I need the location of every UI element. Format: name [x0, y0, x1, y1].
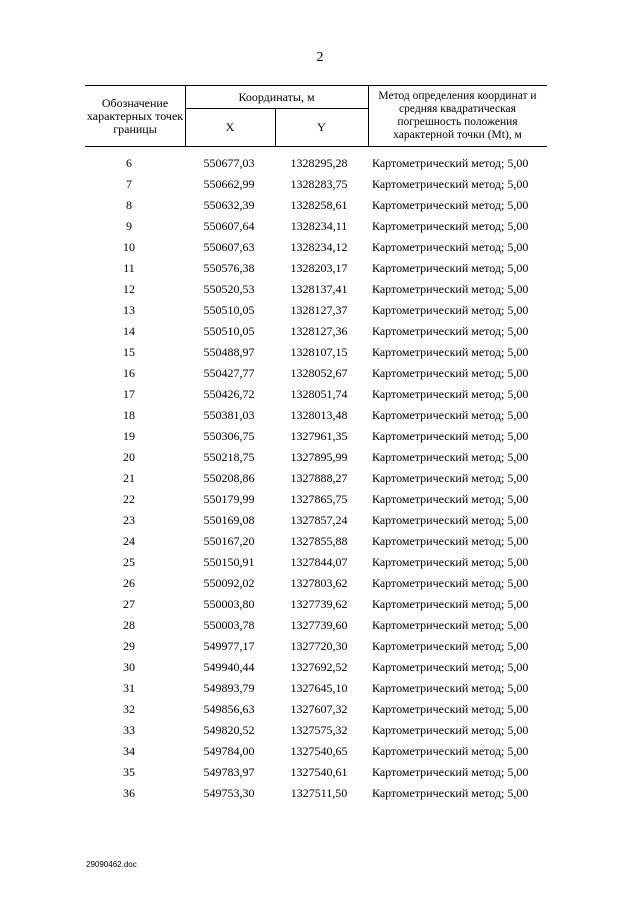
point-number: 17: [123, 387, 135, 401]
y-coordinate: 1327739,62: [290, 597, 348, 611]
point-number: 14: [123, 324, 135, 338]
coordinates-table: [85, 85, 547, 804]
y-coordinate: 1327865,75: [290, 492, 348, 506]
y-coordinate: 1328203,17: [290, 261, 348, 275]
point-number: 6: [126, 156, 132, 170]
header-x-label: X: [225, 119, 235, 134]
y-coordinate: 1328295,28: [290, 156, 348, 170]
x-coordinate: 549856,63: [203, 702, 255, 716]
table-row: [85, 552, 547, 573]
method-text: Картометрический метод; 5,00: [372, 450, 529, 464]
method-text: Картометрический метод; 5,00: [372, 156, 529, 170]
table-row: [85, 258, 547, 279]
point-number: 8: [126, 198, 132, 212]
x-coordinate: 550208,86: [203, 471, 255, 485]
table-row: [85, 615, 547, 636]
y-coordinate: 1327575,32: [290, 723, 348, 737]
point-number: 32: [123, 702, 135, 716]
point-number: 13: [123, 303, 135, 317]
point-number: 18: [123, 408, 135, 422]
y-coordinate: 1327692,52: [290, 660, 348, 674]
x-coordinate: 549977,17: [203, 639, 255, 653]
table-row: [85, 363, 547, 384]
x-coordinate: 549940,44: [203, 660, 255, 674]
x-coordinate: 550003,80: [203, 597, 255, 611]
x-coordinate: 549820,52: [203, 723, 255, 737]
method-text: Картометрический метод; 5,00: [372, 198, 529, 212]
table-header: [85, 85, 547, 147]
point-number: 30: [123, 660, 135, 674]
y-coordinate: 1327961,35: [290, 429, 348, 443]
y-coordinate: 1327739,60: [290, 618, 348, 632]
x-coordinate: 550150,91: [203, 555, 255, 569]
header-point-label: Обозначение характерных точек границы: [86, 95, 184, 136]
x-coordinate: 549784,00: [203, 744, 255, 758]
x-coordinate: 549893,79: [203, 681, 255, 695]
method-text: Картометрический метод; 5,00: [372, 513, 529, 527]
y-coordinate: 1328127,36: [290, 324, 348, 338]
header-method-label: Метод определения координат и средняя квадратическая погрешность положения характерной точки (Mt), м: [378, 90, 537, 141]
x-coordinate: 550381,03: [203, 408, 255, 422]
x-coordinate: 550179,99: [203, 492, 255, 506]
y-coordinate: 1327888,27: [290, 471, 348, 485]
table-body: [85, 153, 547, 804]
table-row: [85, 405, 547, 426]
x-coordinate: 550427,77: [203, 366, 255, 380]
header-coords-label: Координаты, м: [238, 89, 315, 104]
point-number: 29: [123, 639, 135, 653]
x-coordinate: 550169,08: [203, 513, 255, 527]
method-text: Картометрический метод; 5,00: [372, 555, 529, 569]
x-coordinate: 550167,20: [203, 534, 255, 548]
x-coordinate: 550306,75: [203, 429, 255, 443]
table-row: [85, 699, 547, 720]
y-coordinate: 1327844,07: [290, 555, 348, 569]
method-text: Картометрический метод; 5,00: [372, 765, 529, 779]
table-row: [85, 342, 547, 363]
x-coordinate: 550488,97: [203, 345, 255, 359]
method-text: Картометрический метод; 5,00: [372, 660, 529, 674]
y-coordinate: 1328137,41: [290, 282, 348, 296]
point-number: 20: [123, 450, 135, 464]
point-number: 26: [123, 576, 135, 590]
table-row: [85, 783, 547, 804]
point-number: 22: [123, 492, 135, 506]
method-text: Картометрический метод; 5,00: [372, 681, 529, 695]
point-number: 11: [123, 261, 135, 275]
y-coordinate: 1327645,10: [290, 681, 348, 695]
footer-filename: 29090462.doc: [86, 860, 137, 869]
table-row: [85, 216, 547, 237]
method-text: Картометрический метод; 5,00: [372, 534, 529, 548]
y-coordinate: 1328234,11: [290, 219, 348, 233]
table-row: [85, 762, 547, 783]
y-coordinate: 1328107,15: [290, 345, 348, 359]
point-number: 24: [123, 534, 135, 548]
method-text: Картометрический метод; 5,00: [372, 702, 529, 716]
x-coordinate: 550510,05: [203, 324, 255, 338]
table-row: [85, 426, 547, 447]
method-text: Картометрический метод; 5,00: [372, 429, 529, 443]
point-number: 12: [123, 282, 135, 296]
method-text: Картометрический метод; 5,00: [372, 576, 529, 590]
method-text: Картометрический метод; 5,00: [372, 492, 529, 506]
y-coordinate: 1328051,74: [290, 387, 348, 401]
y-coordinate: 1327720,30: [290, 639, 348, 653]
x-coordinate: 550003,78: [203, 618, 255, 632]
y-coordinate: 1328127,37: [290, 303, 348, 317]
method-text: Картометрический метод; 5,00: [372, 723, 529, 737]
method-text: Картометрический метод; 5,00: [372, 786, 529, 800]
point-number: 23: [123, 513, 135, 527]
method-text: Картометрический метод; 5,00: [372, 639, 529, 653]
table-row: [85, 657, 547, 678]
table-row: [85, 279, 547, 300]
y-coordinate: 1328052,67: [290, 366, 348, 380]
y-coordinate: 1328258,61: [290, 198, 348, 212]
x-coordinate: 550576,38: [203, 261, 255, 275]
y-coordinate: 1327607,32: [290, 702, 348, 716]
method-text: Картометрический метод; 5,00: [372, 303, 529, 317]
point-number: 10: [123, 240, 135, 254]
page-number: 2: [316, 50, 324, 65]
method-text: Картометрический метод; 5,00: [372, 387, 529, 401]
y-coordinate: 1328283,75: [290, 177, 348, 191]
point-number: 33: [123, 723, 135, 737]
y-coordinate: 1327540,65: [290, 744, 348, 758]
y-coordinate: 1328234,12: [290, 240, 348, 254]
header-y-label: Y: [317, 119, 326, 134]
table-row: [85, 741, 547, 762]
y-coordinate: 1327511,50: [290, 786, 348, 800]
method-text: Картометрический метод; 5,00: [372, 261, 529, 275]
x-coordinate: 550662,99: [203, 177, 255, 191]
table-row: [85, 195, 547, 216]
method-text: Картометрический метод; 5,00: [372, 345, 529, 359]
table-row: [85, 636, 547, 657]
method-text: Картометрический метод; 5,00: [372, 240, 529, 254]
point-number: 16: [123, 366, 135, 380]
method-text: Картометрический метод; 5,00: [372, 471, 529, 485]
table-row: [85, 594, 547, 615]
method-text: Картометрический метод; 5,00: [372, 219, 529, 233]
point-number: 27: [123, 597, 135, 611]
table-row: [85, 384, 547, 405]
point-number: 28: [123, 618, 135, 632]
table-row: [85, 720, 547, 741]
y-coordinate: 1327857,24: [290, 513, 348, 527]
method-text: Картометрический метод; 5,00: [372, 177, 529, 191]
method-text: Картометрический метод; 5,00: [372, 324, 529, 338]
table-row: [85, 237, 547, 258]
x-coordinate: 550520,53: [203, 282, 255, 296]
point-number: 31: [123, 681, 135, 695]
x-coordinate: 550092,02: [203, 576, 255, 590]
x-coordinate: 549753,30: [203, 786, 255, 800]
point-number: 36: [123, 786, 135, 800]
table-row: [85, 447, 547, 468]
table-row: [85, 678, 547, 699]
point-number: 25: [123, 555, 135, 569]
x-coordinate: 550677,03: [203, 156, 255, 170]
x-coordinate: 550510,05: [203, 303, 255, 317]
point-number: 19: [123, 429, 135, 443]
x-coordinate: 550607,64: [203, 219, 255, 233]
point-number: 9: [126, 219, 132, 233]
method-text: Картометрический метод; 5,00: [372, 744, 529, 758]
method-text: Картометрический метод; 5,00: [372, 597, 529, 611]
method-text: Картометрический метод; 5,00: [372, 408, 529, 422]
method-text: Картометрический метод; 5,00: [372, 282, 529, 296]
y-coordinate: 1328013,48: [290, 408, 348, 422]
x-coordinate: 550632,39: [203, 198, 255, 212]
table-row: [85, 531, 547, 552]
table-row: [85, 321, 547, 342]
point-number: 7: [126, 177, 132, 191]
table-row: [85, 174, 547, 195]
table-row: [85, 489, 547, 510]
table-row: [85, 153, 547, 174]
point-number: 21: [123, 471, 135, 485]
y-coordinate: 1327803,62: [290, 576, 348, 590]
x-coordinate: 549783,97: [203, 765, 255, 779]
table-row: [85, 468, 547, 489]
x-coordinate: 550607,63: [203, 240, 255, 254]
method-text: Картометрический метод; 5,00: [372, 618, 529, 632]
y-coordinate: 1327895,99: [290, 450, 348, 464]
table-row: [85, 300, 547, 321]
point-number: 34: [123, 744, 135, 758]
y-coordinate: 1327540,61: [290, 765, 348, 779]
table-row: [85, 573, 547, 594]
table-row: [85, 510, 547, 531]
point-number: 35: [123, 765, 135, 779]
y-coordinate: 1327855,88: [290, 534, 348, 548]
point-number: 15: [123, 345, 135, 359]
x-coordinate: 550426,72: [203, 387, 255, 401]
method-text: Картометрический метод; 5,00: [372, 366, 529, 380]
x-coordinate: 550218,75: [203, 450, 255, 464]
